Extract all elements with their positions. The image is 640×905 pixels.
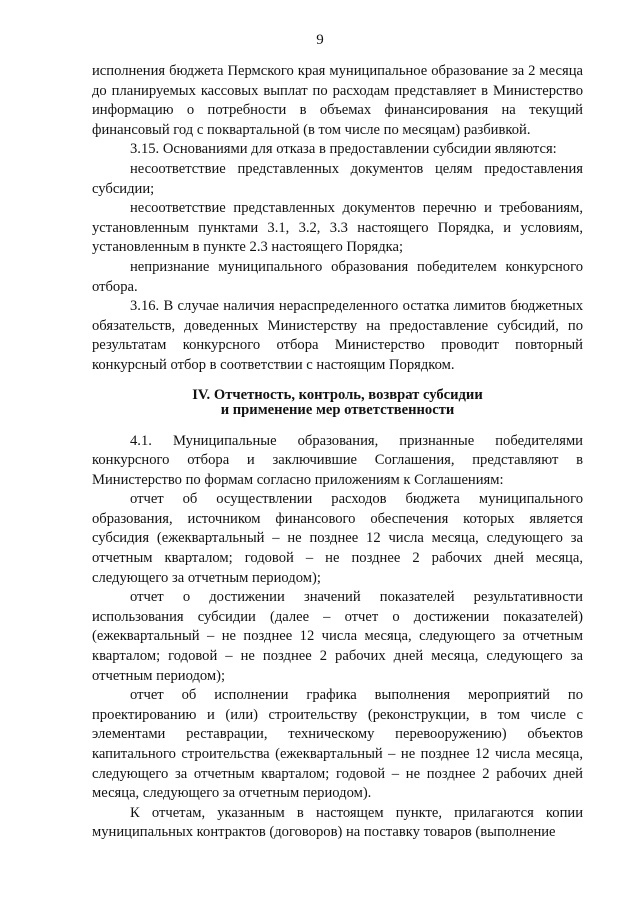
paragraph-report-indicators: отчет о достижении значений показателей результативности использования субсидии (далее – отчет о достижении показателей) (ежеквартальный – не позднее 12 числа месяца, следующего за отчетным кварталом; годовой – не позднее 2 рабочих дней месяца, следующего за отчетным периодом); (92, 589, 583, 684)
paragraph-3-15: 3.15. Основаниями для отказа в предоставлении субсидии являются: (130, 141, 557, 158)
section-heading (92, 388, 583, 418)
section-heading-line-2: и применение мер ответственности (220, 401, 455, 418)
paragraph-refusal-reason-2: несоответствие представленных документов перечню и требованиям, установленным пунктами 3.1, 3.2, 3.3 настоящего Порядка, и условиям, установленным в пункте 2.3 настоящего Порядка; (92, 200, 583, 256)
document-body (92, 62, 583, 843)
paragraph-refusal-reason-1: несоответствие представленных документов целям предоставления субсидии; (92, 160, 583, 197)
page-number: 9 (316, 32, 324, 48)
paragraph-report-schedule: отчет об исполнении графика выполнения мероприятий по проектированию и (или) строительству (реконструкции, в том числе с элементами реставрации, техническому перевооружению) объектов капитального строительства (ежеквартальный – не позднее 12 числа месяца, следующего за отчетным кварталом; годовой – не позднее 2 рабочих дней месяца, следующего за отчетным периодом). (92, 687, 583, 802)
paragraph-3-16: 3.16. В случае наличия нераспределенного остатка лимитов бюджетных обязательств, доведенных Министерству на предоставление субсидий, по результатам конкурсного отбора Министерство проводит повторный конкурсный отбор в соответствии с настоящим Порядком. (92, 298, 583, 373)
paragraph-attachments: К отчетам, указанным в настоящем пункте, прилагаются копии муниципальных контрактов (договоров) на поставку товаров (выполнение (92, 804, 583, 841)
paragraph-report-expenses: отчет об осуществлении расходов бюджета муниципального образования, источником финансового обеспечения которых является субсидия (ежеквартальный – не позднее 12 числа месяца, следующего за отчетным кварталом; годовой – не позднее 2 рабочих дней месяца, следующего за отчетным периодом); (92, 491, 583, 586)
paragraph-continuation: исполнения бюджета Пермского края муниципальное образование за 2 месяца до планируемых кассовых выплат по расходам представляет в Министерство информацию о потребности в объемах финансирования на текущий финансовый год с поквартальной (в том числе по месяцам) разбивкой. (92, 63, 583, 138)
section-heading-line-1: IV. Отчетность, контроль, возврат субсидии (192, 386, 483, 403)
paragraph-4-1: 4.1. Муниципальные образования, признанные победителями конкурсного отбора и заключившие Соглашения, представляют в Министерство по формам согласно приложениям к Соглашениям: (92, 432, 583, 488)
paragraph-refusal-reason-3: непризнание муниципального образования победителем конкурсного отбора. (92, 258, 583, 295)
